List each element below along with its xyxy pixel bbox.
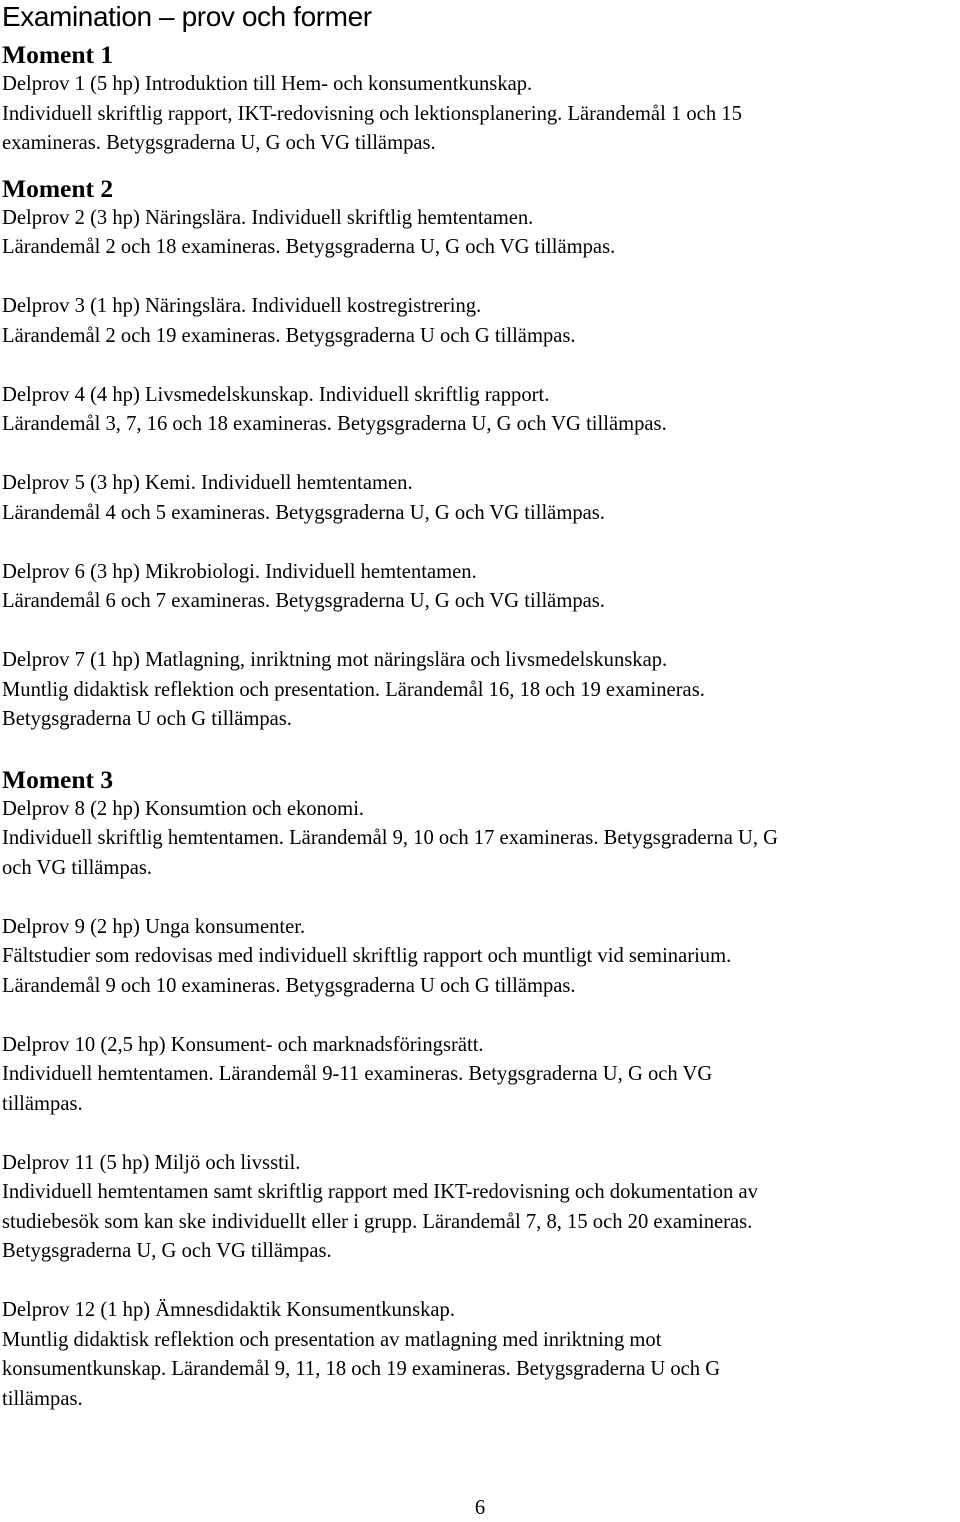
page-title: Examination – prov och former	[2, 1, 372, 32]
delprov-11	[2, 1149, 960, 1267]
moment-1-heading: Moment 1	[2, 40, 114, 69]
delprov-12	[2, 1296, 960, 1414]
delprov-10	[2, 1031, 960, 1120]
text-line: Delprov 4 (4 hp) Livsmedelskunskap. Individuell skriftlig rapport.	[2, 383, 550, 406]
text-line: Lärandemål 9 och 10 examineras. Betygsgraderna U och G tillämpas.	[2, 974, 576, 997]
text-line: Lärandemål 6 och 7 examineras. Betygsgraderna U, G och VG tillämpas.	[2, 590, 605, 612]
delprov-4	[2, 381, 960, 440]
text-line: Lärandemål 2 och 18 examineras. Betygsgraderna U, G och VG tillämpas.	[2, 236, 616, 258]
delprov-9	[2, 913, 960, 1002]
delprov-5	[2, 469, 960, 528]
text-line: Individuell hemtentamen. Lärandemål 9-11 examineras. Betygsgraderna U, G och VG	[2, 1063, 713, 1085]
text-line: Betygsgraderna U, G och VG tillämpas.	[2, 1240, 332, 1262]
text-line: Individuell hemtentamen samt skriftlig rapport med IKT-redovisning och dokumentation av	[2, 1181, 758, 1203]
text-line: Delprov 5 (3 hp) Kemi. Individuell hemtentamen.	[2, 472, 413, 494]
text-line: studiebesök som kan ske individuellt eller i grupp. Lärandemål 7, 8, 15 och 20 examineras.	[2, 1210, 753, 1233]
text-line: Individuell skriftlig hemtentamen. Lärandemål 9, 10 och 17 examineras. Betygsgraderna U, G	[2, 827, 779, 849]
delprov-1	[2, 70, 960, 159]
moment-3	[2, 765, 960, 1415]
text-line: Muntlig didaktisk reflektion och presentation. Lärandemål 16, 18 och 19 examineras.	[2, 678, 705, 701]
text-line: och VG tillämpas.	[2, 856, 153, 879]
text-line: Delprov 3 (1 hp) Näringslära. Individuell kostregistrering.	[2, 295, 482, 317]
page-number: 6	[474, 1497, 486, 1519]
text-line: tillämpas.	[2, 1092, 83, 1115]
text-line: Delprov 10 (2,5 hp) Konsument- och marknadsföringsrätt.	[2, 1033, 484, 1056]
text-line: Lärandemål 2 och 19 examineras. Betygsgraderna U och G tillämpas.	[2, 324, 576, 347]
text-line: Delprov 12 (1 hp) Ämnesdidaktik Konsumentkunskap.	[2, 1299, 456, 1321]
delprov-8	[2, 795, 960, 884]
text-line: examineras. Betygsgraderna U, G och VG tillämpas.	[2, 132, 436, 154]
text-line: Individuell skriftlig rapport, IKT-redovisning och lektionsplanering. Lärandemål 1 och 15	[2, 102, 742, 125]
moment-3-heading: Moment 3	[2, 764, 114, 794]
text-line: Delprov 9 (2 hp) Unga konsumenter.	[2, 915, 306, 938]
delprov-6	[2, 558, 960, 617]
text-line: Delprov 8 (2 hp) Konsumtion och ekonomi.	[2, 797, 365, 820]
moment-1	[2, 40, 960, 159]
delprov-3	[2, 292, 960, 351]
text-line: Muntlig didaktisk reflektion och presentation av matlagning med inriktning mot	[2, 1328, 662, 1351]
document-body	[2, 40, 960, 1414]
text-line: Betygsgraderna U och G tillämpas.	[2, 708, 292, 730]
text-line: konsumentkunskap. Lärandemål 9, 11, 18 och 19 examineras. Betygsgraderna U och G	[2, 1358, 721, 1380]
moment-2	[2, 174, 960, 735]
text-line: tillämpas.	[2, 1387, 83, 1410]
text-line: Delprov 1 (5 hp) Introduktion till Hem- och konsumentkunskap.	[2, 73, 533, 95]
moment-2-heading: Moment 2	[2, 173, 114, 203]
text-line: Fältstudier som redovisas med individuell skriftlig rapport och muntligt vid seminarium.	[2, 945, 732, 967]
text-line: Delprov 6 (3 hp) Mikrobiologi. Individuell hemtentamen.	[2, 560, 477, 583]
text-line: Lärandemål 3, 7, 16 och 18 examineras. Betygsgraderna U, G och VG tillämpas.	[2, 413, 667, 435]
text-line: Lärandemål 4 och 5 examineras. Betygsgraderna U, G och VG tillämpas.	[2, 501, 605, 524]
text-line: Delprov 2 (3 hp) Näringslära. Individuell skriftlig hemtentamen.	[2, 206, 534, 229]
text-line: Delprov 11 (5 hp) Miljö och livsstil.	[2, 1151, 301, 1174]
delprov-2	[2, 204, 960, 263]
text-line: Delprov 7 (1 hp) Matlagning, inriktning mot näringslära och livsmedelskunskap.	[2, 649, 668, 671]
delprov-7	[2, 646, 960, 735]
